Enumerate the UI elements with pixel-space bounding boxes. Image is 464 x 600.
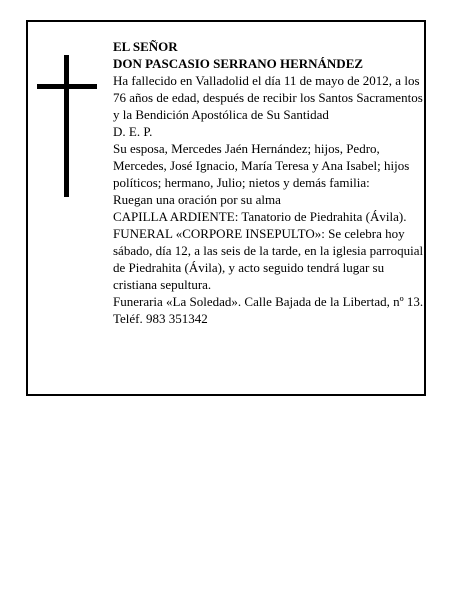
obituary-text bbox=[113, 38, 425, 327]
heading-line-1: EL SEÑOR bbox=[113, 39, 178, 54]
rip-line: D. E. P. bbox=[113, 124, 153, 139]
funeral-home-info: Funeraria «La Soledad». Calle Bajada de la Libertad, nº 13. Teléf. 983 351342 bbox=[113, 294, 424, 326]
funeral-info: FUNERAL «CORPORE INSEPULTO»: Se celebra hoy sábado, día 12, a las seis de la tarde, en la iglesia parroquial de Piedrahita (Ávila), y acto seguido tendrá lugar su cristiana sepultura. bbox=[113, 226, 424, 292]
family-list: Su esposa, Mercedes Jaén Hernández; hijos, Pedro, Mercedes, José Ignacio, María Teresa y Ana Isabel; hijos políticos; hermano, Julio; nietos y demás familia: bbox=[113, 141, 410, 190]
chapel-info: CAPILLA ARDIENTE: Tanatorio de Piedrahita (Ávila). bbox=[113, 209, 407, 224]
prayer-request: Ruegan una oración por su alma bbox=[113, 192, 281, 207]
cross-horizontal-bar bbox=[37, 84, 97, 89]
death-info: Ha fallecido en Valladolid el día 11 de mayo de 2012, a los 76 años de edad, después de recibir los Santos Sacramentos y la Bendición Apostólica de Su Santidad bbox=[113, 73, 423, 122]
cross-icon bbox=[37, 55, 97, 197]
deceased-name: DON PASCASIO SERRANO HERNÁNDEZ bbox=[113, 56, 364, 71]
cross-vertical-bar bbox=[64, 55, 69, 197]
